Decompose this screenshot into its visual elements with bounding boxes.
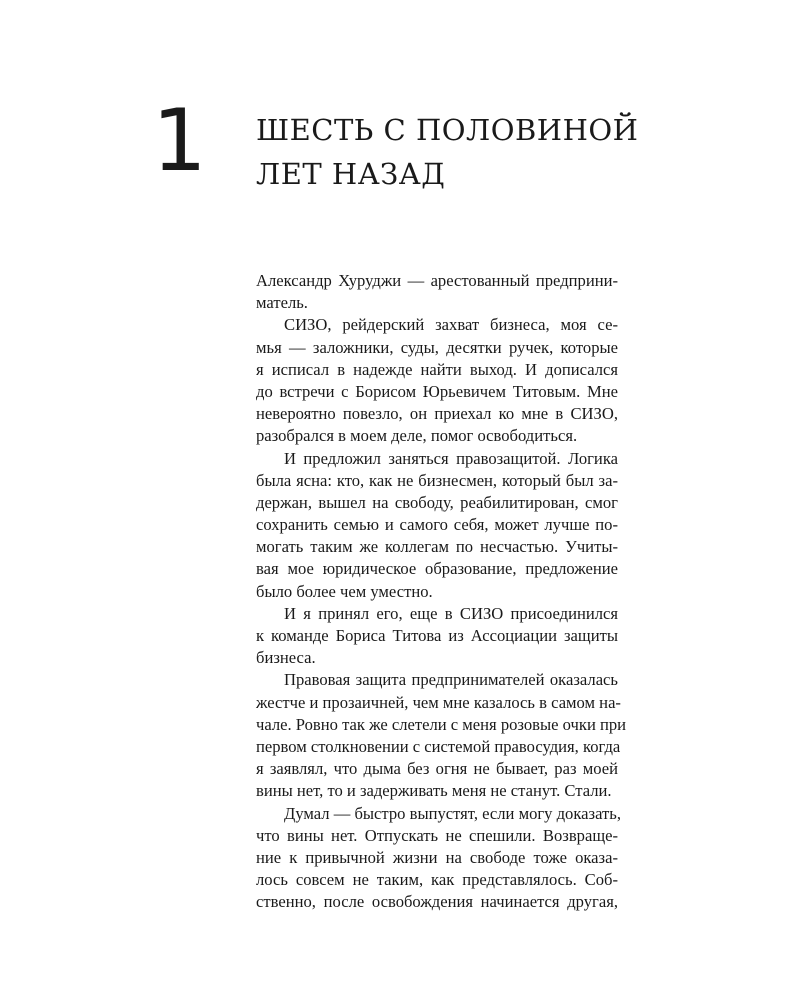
text-line: Правовая защита предпринимателей оказалась — [284, 670, 618, 690]
text-line: ние к привычной жизни на свободе тоже оказа- — [256, 847, 618, 867]
text-line: жестче и прозаичней, чем мне казалось в самом на- — [256, 692, 621, 712]
text-line: Думал — быстро выпустят, если могу доказать, — [284, 803, 621, 823]
text-line: сохранить семью и самого себя, может лучше по- — [256, 515, 618, 535]
chapter-title-line-2: ЛЕТ НАЗАД — [256, 157, 446, 191]
text-line: вины нет, то и задерживать меня не станут. Стали. — [256, 781, 612, 801]
chapter-title-line-1: ШЕСТЬ С ПОЛОВИНОЙ — [256, 113, 639, 147]
text-line: я исписал в надежде найти выход. И дописался — [256, 359, 618, 379]
text-line: было более чем уместно. — [256, 581, 433, 601]
text-line: разобрался в моем деле, помог освободиться. — [256, 426, 578, 446]
text-line: до встречи с Борисом Юрьевичем Титовым. Мне — [256, 381, 618, 401]
chapter-title — [256, 108, 676, 196]
text-line: была ясна: кто, как не бизнесмен, который был за- — [256, 470, 618, 490]
text-line: что вины нет. Отпускать не спешили. Возвраще- — [256, 825, 618, 845]
text-line: ственно, после освобождения начинается другая, — [256, 892, 618, 912]
text-line: вая мое юридическое образование, предложение — [256, 559, 618, 579]
text-line: мья — заложники, суды, десятки ручек, которые — [256, 337, 618, 357]
text-line: И предложил заняться правозащитой. Логика — [284, 448, 618, 468]
text-line: И я принял его, еще в СИЗО присоединился — [284, 603, 618, 623]
text-line: Александр Хуруджи — арестованный предприни- — [256, 271, 618, 290]
chapter-number: 1 — [152, 91, 205, 191]
text-line: я заявлял, что дыма без огня не бывает, раз моей — [256, 759, 618, 779]
text-line: могать таким же коллегам по несчастью. Учиты- — [256, 537, 618, 557]
chapter-body-text — [256, 270, 627, 913]
text-line: чале. Ровно так же слетели с меня розовые очки при — [256, 714, 627, 734]
text-line: к команде Бориса Титова из Ассоциации защиты — [256, 626, 618, 645]
text-line: лось совсем не таким, как представлялось. Соб- — [256, 870, 618, 890]
text-line: СИЗО, рейдерский захват бизнеса, моя се- — [284, 315, 618, 335]
text-line: бизнеса. — [256, 648, 316, 668]
text-line: первом столкновении с системой правосудия, когда — [256, 736, 621, 756]
text-line: невероятно повезло, он приехал ко мне в СИЗО, — [256, 404, 618, 424]
text-line: держан, вышел на свободу, реабилитирован, смог — [256, 492, 618, 512]
text-line: матель. — [256, 293, 308, 313]
